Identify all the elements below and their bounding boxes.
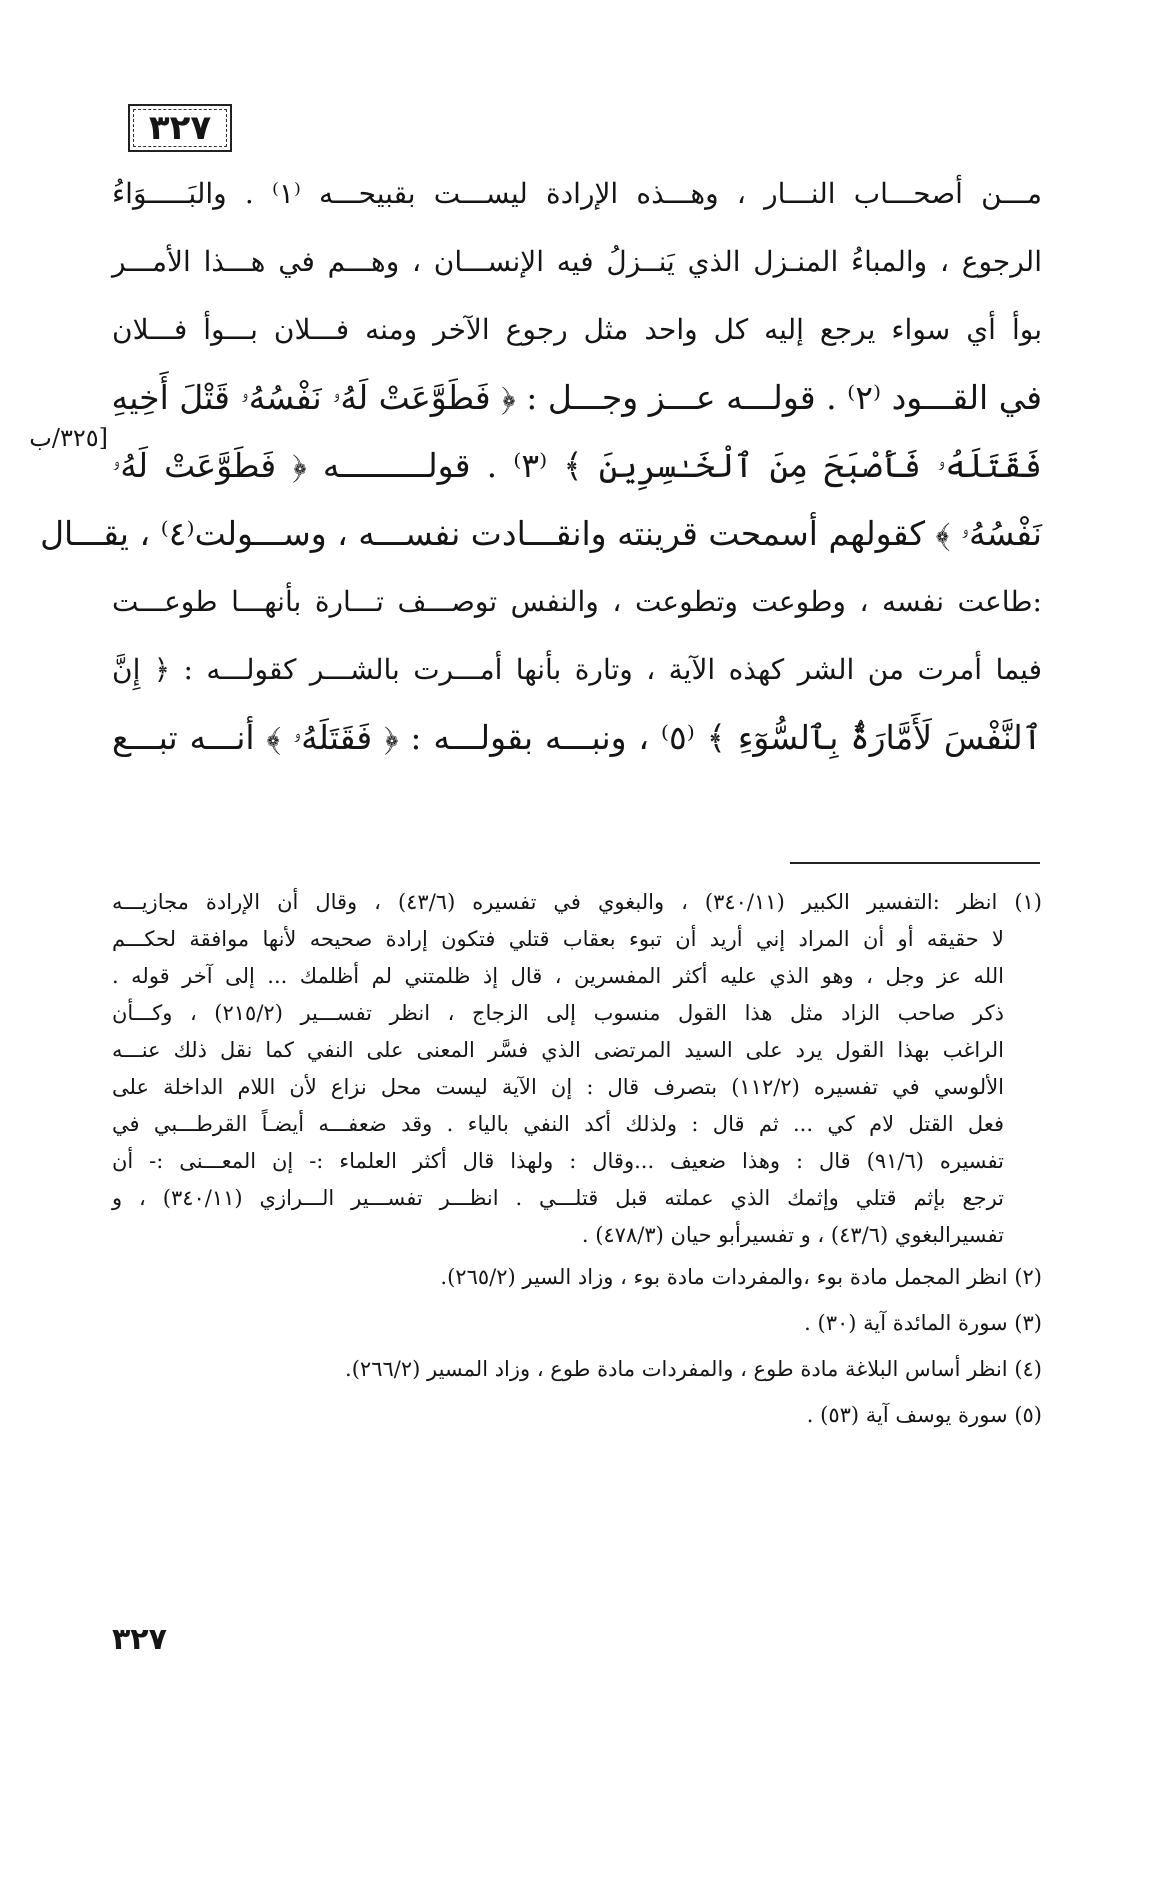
footnote-line: لا حقيقه أو أن المراد إني أريد أن تبوء بعقاب قتلي فتكون إرادة صحيحه لأنها موافقة لحكـــم (112, 927, 1004, 951)
footnote-4: (٤) انظر أساس البلاغة مادة طوع ، والمفردات مادة طوع ، وزاد المسير (٢٦٦/٢). (345, 1357, 1042, 1381)
footnote-line: الألوسي في تفسيره (١١٢/٢) بتصرف قال : إن الآية ليست محل نزاع لأن اللام الداخلة على (112, 1075, 1005, 1099)
footnote-line: الراغب بهذا القول يرد على السيد المرتضى الذي فسَّر المعنى على النفي كما نقل ذلك عنـــه (112, 1038, 1004, 1062)
footnote-line: تفسيرالبغوي (٤٣/٦) ، و تفسيرأبو حيان (٤٧٨/٣) . (581, 1223, 1004, 1247)
footnote-line: تفسيره (٩١/٦) قال : وهذا ضعيف ...وقال : ولهذا قال أكثر العلماء :- إن المعـــنى :- أن (112, 1149, 1004, 1173)
text-line: :طاعت نفسه ، وطوعت وتطوعت ، والنفس توصـــف تـــارة بأنهـــا طوعـــت (112, 585, 1042, 618)
text-line: نَفْسُهُۥ ﴾ كقولهم أسمحت قرينته وانقـــادت نفســـه ، وســـولت⁽٤⁾ ، يقـــال (40, 514, 1042, 553)
footnotes-section (112, 884, 1042, 1438)
footnote-1 (112, 884, 1042, 1254)
text-line: الرجوع ، والمباءُ المنـزل الذي يَنــزلُ فيه الإنســـان ، وهـــم في هـــذا الأمـــر (112, 245, 1042, 278)
text-line: في القـــود ⁽٢⁾ . قولـــه عـــز وجـــل : ﴿ فَطَوَّعَتْ لَهُۥ نَفْسُهُۥ قَتْلَ أَخِيهِ (111, 378, 1042, 417)
footnote-line: ترجع بإثم قتلي وإثمك الذي عملته قبل قتلـــي . انظـــر تفســـير الـــرازي (٣٤٠/١١) ، و (112, 1186, 1004, 1210)
margin-folio-note: [٣٢٥/ب (29, 424, 108, 452)
text-line: مـــن أصحـــاب النـــار ، وهـــذه الإرادة ليســـت بقبيحـــه ⁽١⁾ . والبَـــــوَاءُ (112, 177, 1042, 210)
footnote-line: ذكر صاحب الزاد مثل هذا القول منسوب إلى الزجاج ، انظر تفســـير (٢١٥/٢) ، وكـــأن (112, 1001, 1004, 1025)
footnote-separator (790, 862, 1040, 864)
footnote-line: فعل القتل لام كي ... ثم قال : ولذلك أكد النفي بالياء . وقد ضعفـــه أيضـاً القرطـــبي في (112, 1112, 1004, 1136)
footnote-3: (٣) سورة المائدة آية (٣٠) . (804, 1311, 1042, 1335)
page-number-top: ٣٢٧ (148, 108, 212, 148)
text-line: بوأ أي سواء يرجع إليه كل واحد مثل رجوع الآخر ومنه فـــلان بـــوأ فـــلان (112, 313, 1042, 346)
footnote-line: الله عز وجل ، وهو الذي عليه أكثر المفسرين ، قال إذ ظلمتني لم أظلمك ... إلى آخر قوله . (112, 964, 1004, 988)
page-number-header (128, 104, 232, 152)
page-number-footer: ٣٢٧ (112, 1622, 167, 1657)
text-line: فَقَتَلَهُۥ فَأَصْبَحَ مِنَ ٱلْخَـٰسِرِينَ ﴾ ⁽٣⁾ . قولـــــــــه ﴿ فَطَوَّعَتْ لَهُۥ (112, 446, 1043, 485)
footnote-line: (١) انظر :التفسير الكبير (٣٤٠/١١) ، والبغوي في تفسيره (٤٣/٦) ، وقال أن الإرادة مجازيـــه (112, 890, 1042, 914)
text-line: فيما أمرت من الشر كهذه الآية ، وتارة بأنها أمـــرت بالشـــر كقولـــه : ﴿ إِنَّ (112, 653, 1042, 686)
text-line: ٱلنَّفْسَ لَأَمَّارَةٌۢ بِٱلسُّوٓءِ ﴾ ⁽٥⁾ ، ونبـــه بقولـــه : ﴿ فَقَتَلَهُۥ ﴾ أنـــه تبـــع (112, 718, 1042, 757)
footnote-2: (٢) انظر المجمل مادة بوء ،والمفردات مادة بوء ، وزاد السير (٢٦٥/٢). (440, 1265, 1042, 1289)
footnote-5: (٥) سورة يوسف آية (٥٣) . (806, 1403, 1042, 1427)
